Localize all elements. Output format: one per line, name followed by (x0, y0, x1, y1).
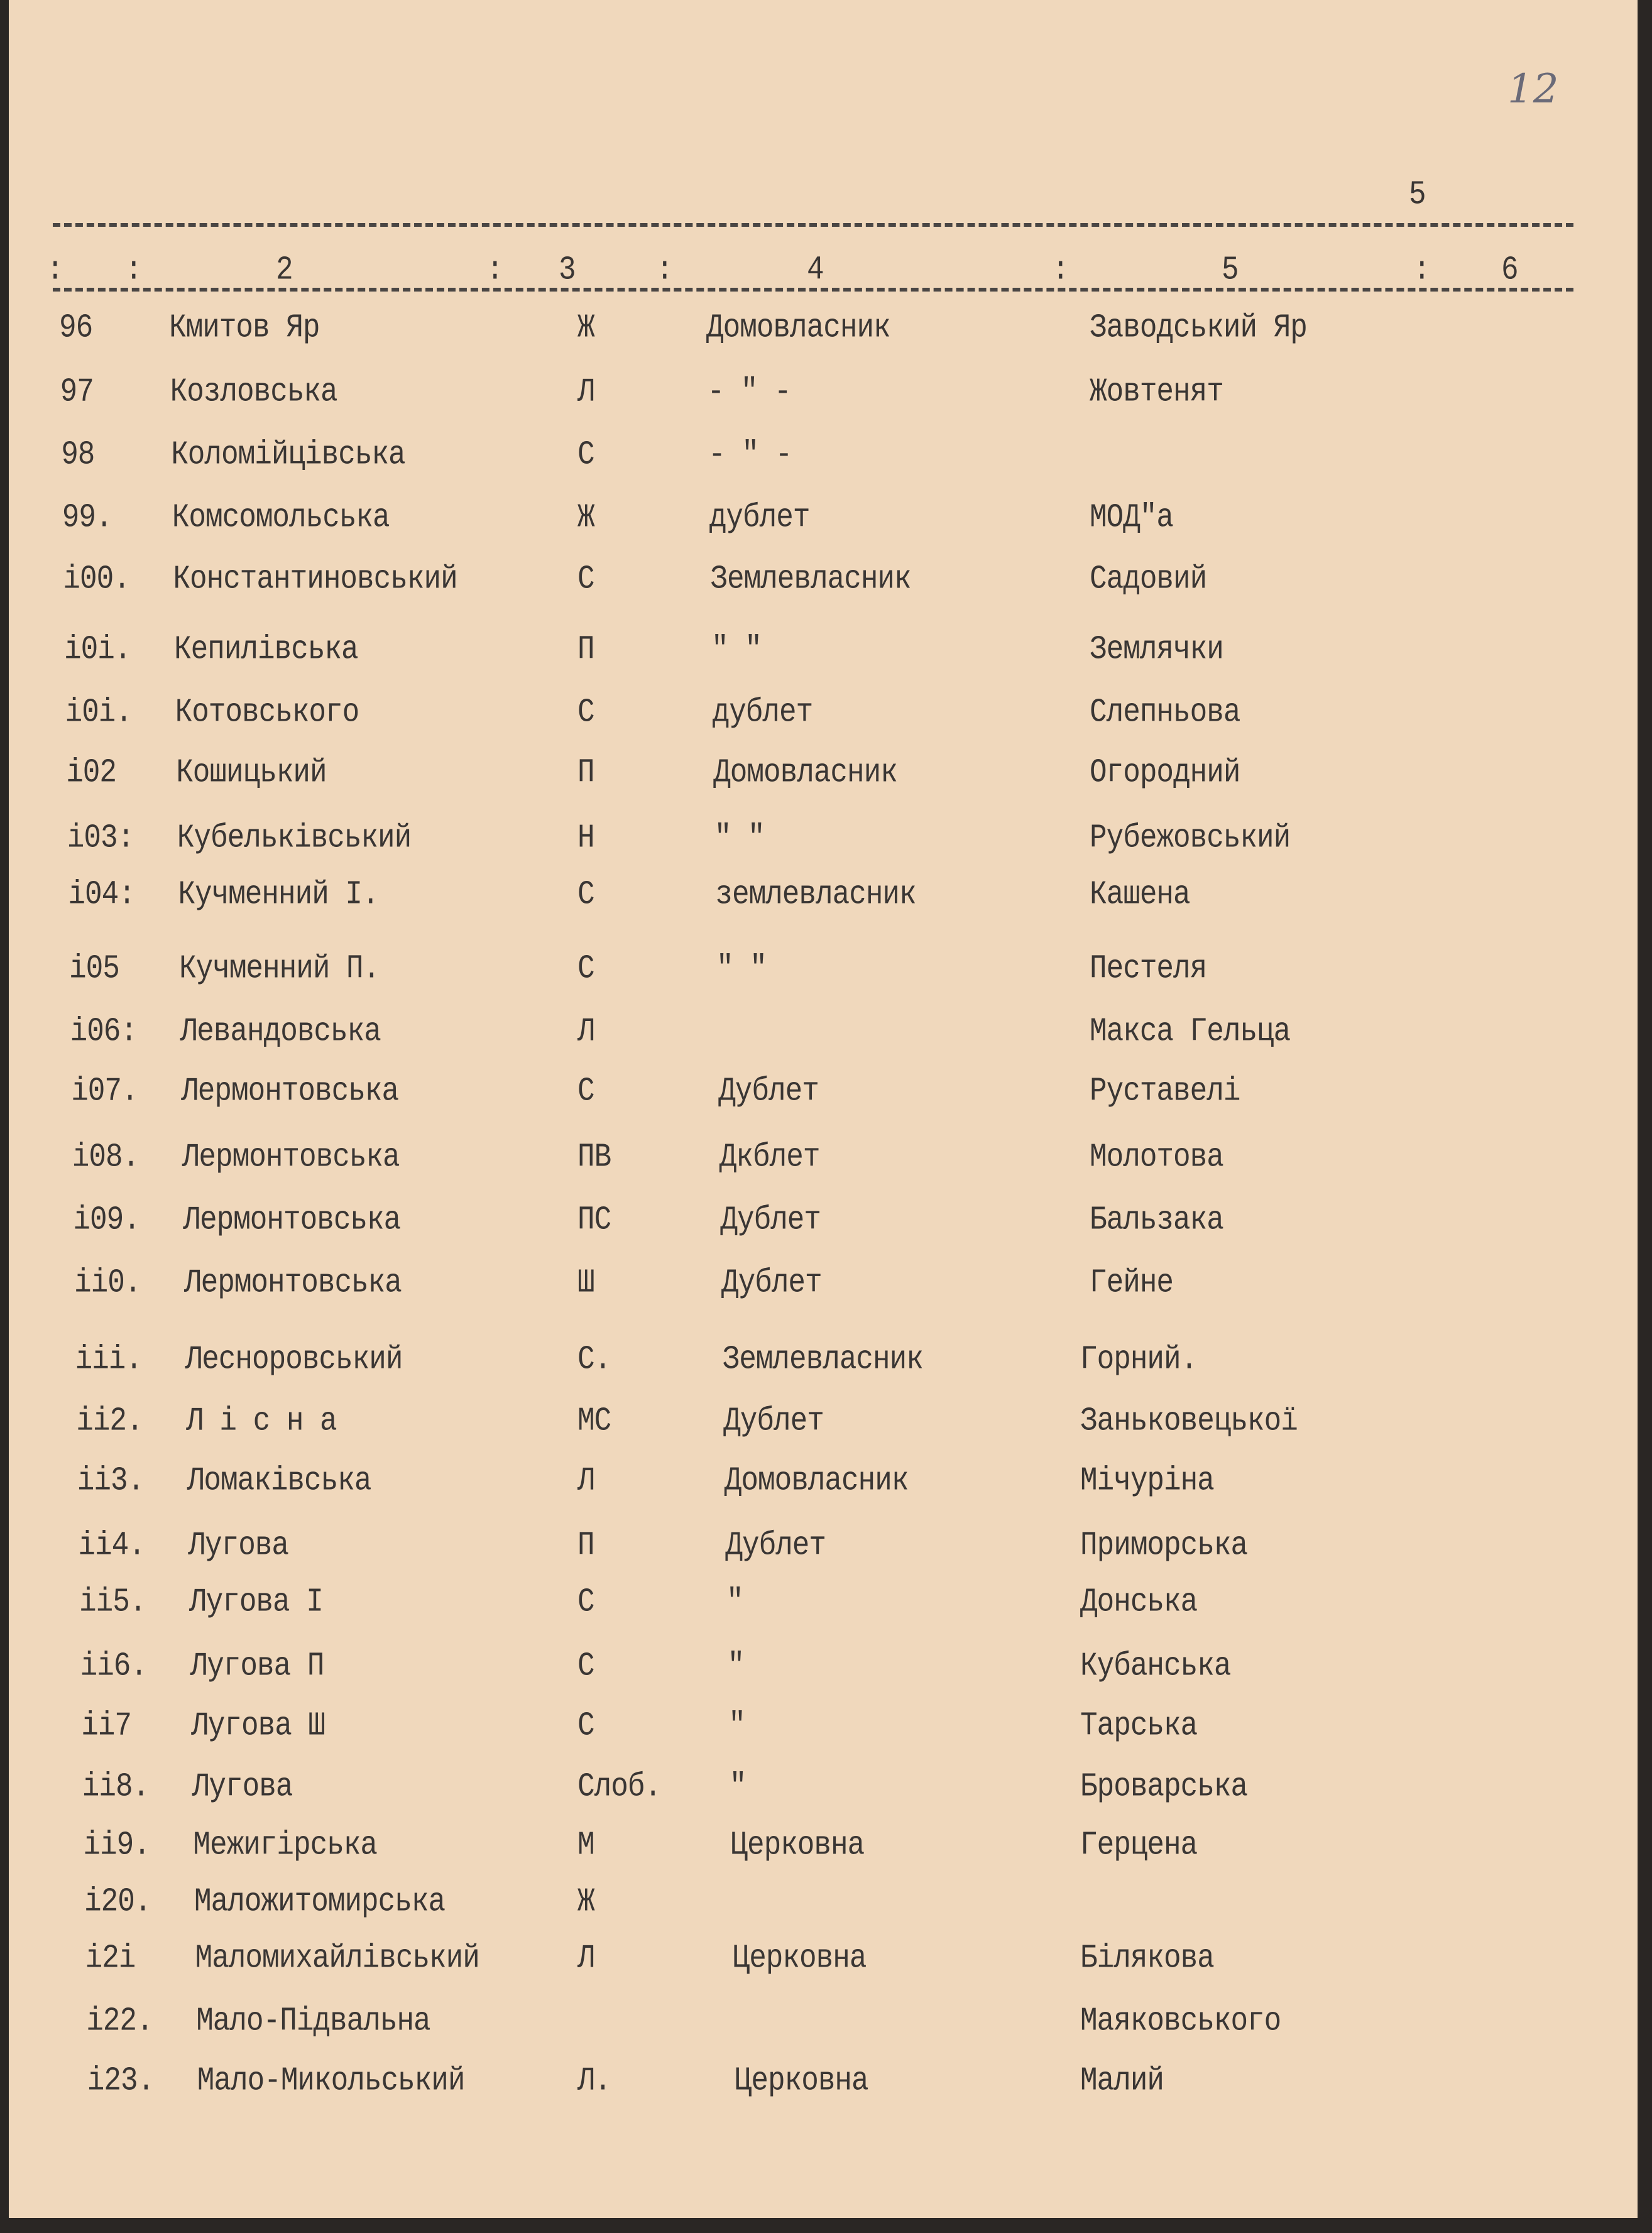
header-sep: : (125, 251, 142, 289)
col-4-type: Землевласник (710, 560, 911, 598)
col-4-type: Домовласник (713, 754, 897, 792)
col-3-code: С (577, 1707, 594, 1745)
street-name: Лермонтовська (183, 1201, 401, 1239)
col-3-code: С. (577, 1341, 611, 1379)
col-4-type: " " (716, 950, 767, 988)
row-number: і0і. (64, 631, 131, 669)
street-name: Лермонтовська (184, 1264, 402, 1302)
street-name: Мало-Микольський (197, 2062, 465, 2100)
col-5-new-name: Макса Гельца (1090, 1013, 1291, 1051)
street-name: Лесноровський (185, 1341, 403, 1379)
col-4-type: дублет (709, 499, 810, 537)
col-3-code: Ж (577, 1883, 594, 1921)
street-name: Лугова (192, 1768, 293, 1806)
col-5-new-name: Горний. (1080, 1341, 1198, 1379)
col-3-code: С (577, 1583, 594, 1621)
col-5-new-name: Пестеля (1090, 950, 1207, 988)
col-5-new-name: Жовтенят (1090, 373, 1223, 411)
col-3-code: М (577, 1826, 594, 1864)
row-number: ііі. (75, 1341, 143, 1379)
row-number: і2і (85, 1940, 136, 1977)
col-5-new-name: Малий (1080, 2062, 1164, 2100)
col-5-new-name: Кубанська (1080, 1647, 1231, 1685)
row-number: іі0. (74, 1264, 141, 1302)
header-col-2: 2 (276, 251, 293, 289)
col-5-new-name: Герцена (1080, 1826, 1198, 1864)
street-name: Лермонтовська (182, 1138, 400, 1176)
row-number: 98 (61, 436, 95, 474)
street-name: Кучменний П. (179, 950, 380, 988)
row-number: іі9. (83, 1826, 150, 1864)
street-name: Л і с н а (186, 1402, 337, 1440)
row-number: іі7 (81, 1707, 132, 1745)
header-sep: : (1052, 251, 1069, 289)
row-number: і06: (70, 1013, 138, 1051)
street-name: Кошицький (176, 754, 327, 792)
street-name: Маложитомирська (194, 1883, 446, 1921)
col-5-new-name: Кашена (1090, 876, 1190, 914)
col-5-new-name: Огородний (1090, 754, 1240, 792)
street-name: Коломійцівська (171, 436, 405, 474)
row-number: і05 (69, 950, 119, 988)
col-3-code: Л (577, 1462, 594, 1500)
col-3-code: Ж (577, 499, 594, 537)
col-4-type: Дублет (718, 1073, 819, 1110)
header-rule-top (53, 223, 1573, 227)
col-5-new-name: Молотова (1090, 1138, 1223, 1176)
col-4-type: Дублет (723, 1402, 824, 1440)
col-3-code: С (577, 1647, 594, 1685)
header-col-5: 5 (1222, 251, 1239, 289)
column-marker: 5 (1409, 176, 1426, 214)
col-3-code: Л (577, 373, 594, 411)
street-name: Межигірська (193, 1826, 378, 1864)
col-4-type: Домовласник (724, 1462, 909, 1500)
col-3-code: С (577, 436, 594, 474)
row-number: і23. (87, 2062, 155, 2100)
row-number: і07. (71, 1073, 138, 1110)
col-5-new-name: Білякова (1080, 1940, 1214, 1977)
col-5-new-name: Землячки (1090, 631, 1223, 669)
col-3-code: Л (577, 1013, 594, 1051)
col-5-new-name: Гейне (1090, 1264, 1174, 1302)
col-3-code: Ш (577, 1264, 594, 1302)
col-4-type: Дублет (720, 1201, 821, 1239)
street-name: Лермонтовська (181, 1073, 399, 1110)
row-number: іі3. (77, 1462, 145, 1500)
row-number: і04: (68, 876, 135, 914)
row-number: 99. (62, 499, 112, 537)
row-number: і02 (66, 754, 117, 792)
street-name: Лугова Ш (191, 1707, 325, 1745)
col-3-code: ПС (577, 1201, 611, 1239)
street-name: Козловська (170, 373, 337, 411)
col-4-type: Дкблет (719, 1138, 820, 1176)
row-number: і08. (72, 1138, 139, 1176)
col-5-new-name: Садовий (1090, 560, 1207, 598)
street-name: Мало-Підвальна (196, 2002, 430, 2040)
col-4-type: Дублет (725, 1527, 826, 1564)
street-name: Маломихайлівський (195, 1940, 479, 1977)
col-3-code: Ж (577, 309, 594, 347)
col-3-code: С (577, 694, 594, 731)
col-3-code: П (577, 631, 594, 669)
col-3-code: С (577, 560, 594, 598)
col-4-type: дублет (712, 694, 813, 731)
row-number: іі8. (82, 1768, 150, 1806)
street-name: Лугова (188, 1527, 289, 1564)
col-4-type: Церковна (734, 2062, 868, 2100)
street-name: Константиновський (173, 560, 457, 598)
col-4-type: " (729, 1768, 747, 1806)
header-col-4: 4 (807, 251, 824, 289)
col-4-type: Дублет (721, 1264, 822, 1302)
col-5-new-name: Слепньова (1090, 694, 1240, 731)
col-5-new-name: Заводський Яр (1090, 309, 1307, 347)
handwritten-page-number: 12 (1507, 66, 1559, 112)
col-5-new-name: Донська (1080, 1583, 1198, 1621)
col-5-new-name: Рубежовський (1090, 819, 1291, 857)
header-rule-bottom (53, 288, 1573, 292)
header-col-6: 6 (1501, 251, 1518, 289)
col-4-type: " (727, 1647, 745, 1685)
col-4-type: - " - (707, 373, 791, 411)
col-5-new-name: Тарська (1080, 1707, 1198, 1745)
col-4-type: землевласник (715, 876, 916, 914)
col-5-new-name: Бальзака (1090, 1201, 1223, 1239)
col-3-code: П (577, 754, 594, 792)
col-5-new-name: Броварська (1080, 1768, 1248, 1806)
document-page (9, 0, 1638, 2218)
col-4-type: Церковна (732, 1940, 867, 1977)
street-name: Кубельківський (177, 819, 412, 857)
col-5-new-name: Заньковецької (1080, 1402, 1298, 1440)
row-number: і09. (73, 1201, 140, 1239)
col-5-new-name: МОД"а (1090, 499, 1174, 537)
row-number: і0і. (65, 694, 133, 731)
street-name: Лугова І (189, 1583, 323, 1621)
row-number: і03: (67, 819, 134, 857)
col-4-type: " (728, 1707, 745, 1745)
col-5-new-name: Приморська (1080, 1527, 1248, 1564)
col-3-code: С (577, 876, 594, 914)
col-4-type: Домовласник (706, 309, 890, 347)
col-4-type: " " (711, 631, 762, 669)
row-number: іі2. (76, 1402, 143, 1440)
col-5-new-name: Мічуріна (1080, 1462, 1214, 1500)
col-5-new-name: Руставелі (1090, 1073, 1240, 1110)
col-3-code: С (577, 950, 594, 988)
col-4-type: - " - (708, 436, 792, 474)
col-5-new-name: Маяковського (1080, 2002, 1281, 2040)
street-name: Кучменний І. (178, 876, 379, 914)
street-name: Левандовська (180, 1013, 381, 1051)
col-3-code: С (577, 1073, 594, 1110)
row-number: 97 (60, 373, 94, 411)
col-3-code: Н (577, 819, 594, 857)
row-number: і20. (84, 1883, 151, 1921)
header-sep: : (1413, 251, 1430, 289)
header-col-3: 3 (559, 251, 576, 289)
col-3-code: МС (577, 1402, 611, 1440)
col-3-code: ПВ (577, 1138, 611, 1176)
row-number: іі5. (79, 1583, 146, 1621)
col-4-type: Землевласник (722, 1341, 923, 1379)
row-number: іі6. (80, 1647, 148, 1685)
col-3-code: Л (577, 1940, 594, 1977)
header-sep: : (656, 251, 673, 289)
row-number: і00. (63, 560, 130, 598)
header-sep: : (46, 251, 63, 289)
street-name: Комсомольська (172, 499, 390, 537)
col-3-code: Слоб. (577, 1768, 662, 1806)
col-3-code: Л. (577, 2062, 611, 2100)
col-4-type: " (726, 1583, 743, 1621)
street-name: Котовського (175, 694, 359, 731)
row-number: іі4. (78, 1527, 145, 1564)
street-name: Кепилівська (174, 631, 358, 669)
col-4-type: " " (714, 819, 765, 857)
row-number: 96 (59, 309, 93, 347)
col-3-code: П (577, 1527, 594, 1564)
street-name: Кмитов Яр (169, 309, 320, 347)
row-number: і22. (86, 2002, 153, 2040)
street-name: Ломаківська (187, 1462, 371, 1500)
col-4-type: Церковна (730, 1826, 865, 1864)
street-name: Лугова П (190, 1647, 324, 1685)
header-sep: : (486, 251, 503, 289)
